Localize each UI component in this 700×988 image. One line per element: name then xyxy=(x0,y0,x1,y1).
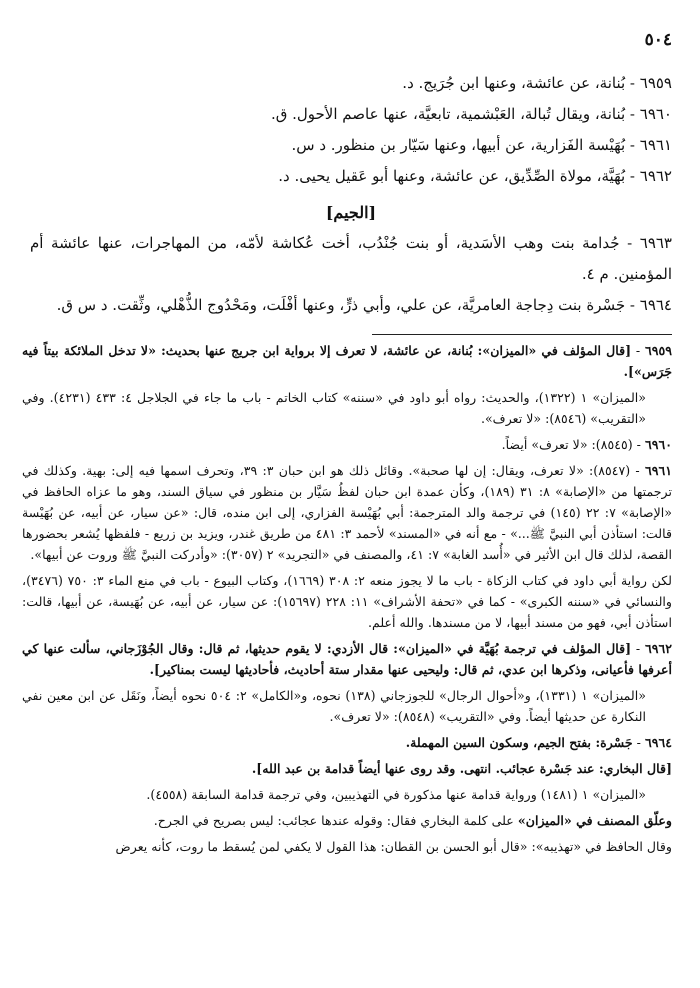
note-comment-text: على كلمة البخاري فقال: وقوله عندها عجائب: ليس بصريح في الجرح. xyxy=(153,813,518,828)
note-comment-lead: وعلّق المصنف في «الميزان» xyxy=(517,813,672,828)
main-entries xyxy=(30,68,672,321)
entry-6961: ٦٩٦١ - بُهَيْسة الفَزارية، عن أبيها، وعنها سَيّار بن منظور. د س. xyxy=(291,136,672,154)
note-6964-ref: «الميزان» ١ (١٤٨١) ورواية قدامة عنها مذكورة في التهذيبين، وفي ترجمة قدامة السابقة (٤٥٥٨). xyxy=(146,787,646,802)
entry-6964: ٦٩٦٤ - جَسْرة بنت دِجاجة العامريَّة، عن علي، وأبي ذرٍّ، وعنها أفْلَت، ومَحْدُوج الذُّهْلي، وثِّقت. د س ق. xyxy=(56,296,672,314)
note-6962-ref: «الميزان» ١ (١٣٣١)، و«أحوال الرجال» للجوزجاني (١٣٨) نحوه، و«الكامل» ٢: ٥٠٤ نحوه أيضاً، ونَقَل عن ابن معين نفي النكارة عن حديثها أيضاً. وفي «التقريب» (٨٥٤٨): «لا تعرف». xyxy=(22,688,646,724)
entry-6959: ٦٩٥٩ - بُنانة، عن عائشة، وعنها ابن جُرَيج. د. xyxy=(402,74,672,92)
entry-6962: ٦٩٦٢ - بُهَيَّة، مولاة الصِّدِّيق، عن عائشة، وعنها أبو عَقيل يحيى. د. xyxy=(278,167,672,185)
entry-6963: ٦٩٦٣ - جُدامة بنت وهب الأسَدية، أو بنت جُنْدُب، أخت عُكاشة لأمّه، من المهاجرات، عنها عائشة أم المؤمنين. م ٤. xyxy=(30,234,672,283)
note-6964-comment xyxy=(22,810,672,831)
note-6964: ٦٩٦٤ - جَسْرة: بفتح الجيم، وسكون السين المهملة. xyxy=(405,735,672,750)
page-number: ٥٠٤ xyxy=(644,30,672,50)
section-title-jim: [الجيم] xyxy=(325,203,377,222)
note-number: ٦٩٦١ xyxy=(644,463,672,478)
note-number: ٦٩٦٤ xyxy=(644,735,672,750)
entry-6960: ٦٩٦٠ - بُنانة، ويقال تُبالة، العَبْشمية، تابعيَّة، عنها عاصم الأحول. ق. xyxy=(270,105,672,123)
note-6960: ٦٩٦٠ - (٨٥٤٥): «لا تعرف» أيضاً. xyxy=(501,437,672,452)
note-number: ٦٩٦٠ xyxy=(644,437,672,452)
note-text: (٨٥٤٧): «لا تعرف، ويقال: إن لها صحبة». وقائل ذلك هو ابن حبان ٣: ٣٩، وتحرف اسمها فيه إلى: بهية. وكذلك في ترجمتها من «الإصابة» ٨: ٣١ (١٨٩)، وكأن عمدة ابن حبان لفظُ سَيَّار بن منظور في سياق السند، وهو ما عزاه الحافظ في «الإصابة» ٧: ٢٢ (١٤٥) في ترجمة والد المترجمة: أبي بُهَيْسة الفزاري، إلى ابن منده، قال: «عن سيار، عن أبيه، عن بُهَيْسة قالت: استأذن أبي النبيَّ ﷺ...» - مع أنه في «المسند» لأحمد ٣: ٤٨١ من طريق غندر، ويزيد بن زريع - فلفظها يُشعر بحضورها القصة، لذلك قال ابن الأثير في «أُسد الغابة» ٧: ٤١، والمصنف في «التجريد» ٢ (٣٠٥٧): «وأدركت النبيَّ ﷺ وروت عن أبيها». xyxy=(22,463,673,562)
footnote-divider xyxy=(372,334,672,335)
note-number: ٦٩٥٩ xyxy=(644,343,672,358)
note-quote: [قال المؤلف في ترجمة بُهَيَّة في «الميزان»: قال الأزدي: لا يقوم حديثها، ثم قال: وقال الجُوْزَجاني، سألت عنها كي أعرفها فأعيانى، وذكرها ابن عدي، ثم قال: وليحيى عنها مقدار ستة أحاديث، فأحاديثها ليست بمناكير]. xyxy=(22,641,672,677)
footnotes xyxy=(22,340,672,862)
note-quote: [قال المؤلف في «الميزان»: بُنانة، عن عائشة، لا تعرف إلا برواية ابن جريج عنها بحديث: «لا تدخل الملائكة بيتاً فيه جَرَس»]. xyxy=(22,343,672,379)
note-6959: ٦٩٥٩ - [قال المؤلف في «الميزان»: بُنانة، عن عائشة، لا تعرف إلا برواية ابن جريج عنها بحديث: «لا تدخل الملائكة بيتاً فيه جَرَس»]. xyxy=(22,343,672,379)
note-number: ٦٩٦٢ xyxy=(644,641,673,656)
note-6964-quote: [قال البخاري: عند جَسْرة عجائب. انتهى. وقد روى عنها أيضاً قدامة بن عبد الله]. xyxy=(251,761,672,776)
note-6964-hafiz: وقال الحافظ في «تهذيبه»: «قال أبو الحسن بن القطان: هذا القول لا يكفي لمن يُسقط ما روت، كأنه يعرض xyxy=(115,839,672,854)
note-6962: ٦٩٦٢ - [قال المؤلف في ترجمة بُهَيَّة في «الميزان»: قال الأزدي: لا يقوم حديثها، ثم قال: وقال الجُوْزَجاني، سألت عنها كي أعرفها فأعيانى، وذكرها ابن عدي، ثم قال: وليحيى عنها مقدار ستة أحاديث، فأحاديثها ليست بمناكير]. xyxy=(22,641,673,677)
note-text: (٨٥٤٥): «لا تعرف» أيضاً. xyxy=(501,437,633,452)
note-6959-ref: «الميزان» ١ (١٣٢٢)، والحديث: رواه أبو داود في «سننه» كتاب الخاتم - باب ما جاء في الجلاجل ٤: ٤٣٣ (٤٢٣١). وفي «التقريب» (٨٥٤٦): «لا تعرف». xyxy=(22,390,647,426)
note-heading: جَسْرة: بفتح الجيم، وسكون السين المهملة. xyxy=(405,735,633,750)
note-6961-cont: لكن رواية أبي داود في كتاب الزكاة - باب ما لا يجوز منعه ٢: ٣٠٨ (١٦٦٩)، وكتاب البيوع - باب في منع الماء ٣: ٧٥٠ (٣٤٧٦)، والنسائي في «سننه الكبرى» - كما في «تحفة الأشراف» ١١: ٢٢٨ (١٥٦٩٧): عن سيار، عن أبيه، عن بُهَيسة، عن أبيها، قالت: استأذن أبي، فهو من مسند أبيها، لا من مسندها. والله أعلم. xyxy=(22,573,673,630)
note-6961: ٦٩٦١ - (٨٥٤٧): «لا تعرف، ويقال: إن لها صحبة». وقائل ذلك هو ابن حبان ٣: ٣٩، وتحرف اسمها فيه إلى: بهية. وكذلك في ترجمتها من «الإصابة» ٨: ٣١ (١٨٩)، وكأن عمدة ابن حبان لفظُ سَيَّار بن منظور في سياق السند، وهو ما عزاه الحافظ في «الإصابة» ٧: ٢٢ (١٤٥) في ترجمة والد المترجمة: أبي بُهَيْسة الفزاري، إلى ابن منده، قال: «عن سيار، عن أبيه، عن بُهَيْسة قالت: استأذن أبي النبيَّ ﷺ...» - مع أنه في «المسند» لأحمد ٣: ٤٨١ من طريق غندر، ويزيد بن زريع - فلفظها يُشعر بحضورها القصة، لذلك قال ابن الأثير في «أُسد الغابة» ٧: ٤١، والمصنف في «التجريد» ٢ (٣٠٥٧): «وأدركت النبيَّ ﷺ وروت عن أبيها». xyxy=(22,463,673,562)
